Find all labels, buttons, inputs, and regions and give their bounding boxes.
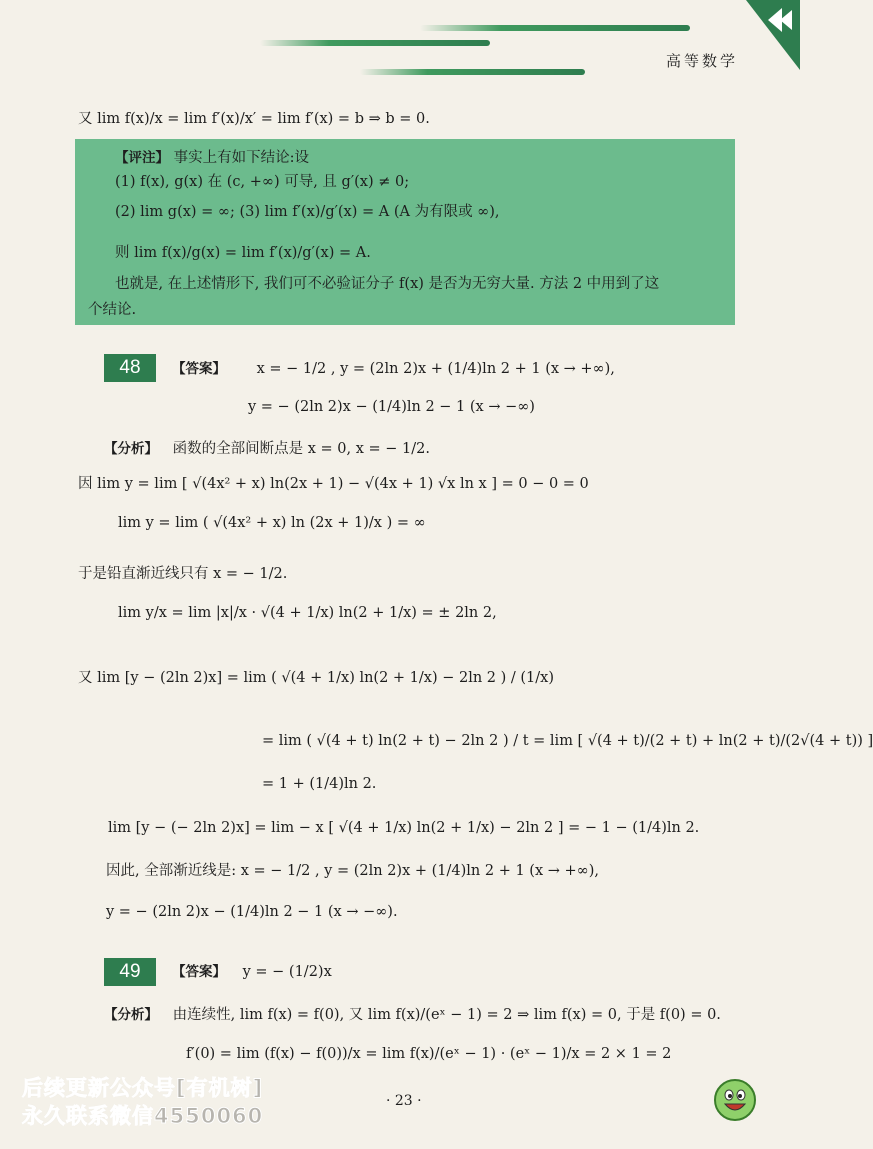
answer-line — [172, 964, 332, 981]
answer-line: y = − (2ln 2)x − (1/4)ln 2 − 1 (x → −∞) — [248, 399, 535, 415]
formula-line: f′(0) = lim (f(x) − f(0))/x = lim f(x)/(eˣ − 1) · (eˣ − 1)/x = 2 × 1 = 2 — [186, 1046, 672, 1062]
answer-tag: 【答案】 — [172, 964, 226, 980]
formula-line: lim y = lim ( √(4x² + x) ln (2x + 1)/x ) = ∞ — [118, 515, 426, 531]
comment-line: 也就是, 在上述情形下, 我们可不必验证分子 f(x) 是否为无穷大量. 方法 2 中用到了这 — [115, 276, 660, 292]
formula-line: = lim ( √(4 + t) ln(2 + t) − 2ln 2 ) / t = lim [ √(4 + t)/(2 + t) + ln(2 + t)/(2√(4 + t)) ] — [262, 733, 873, 749]
comment-line: 个结论. — [88, 302, 137, 318]
comment-line: (1) f(x), g(x) 在 (c, +∞) 可导, 且 g′(x) ≠ 0; — [115, 174, 410, 190]
corner-arrow-icon — [738, 0, 800, 70]
comment-text: 事实上有如下结论:设 — [173, 150, 309, 166]
text-line: 于是铅直渐近线只有 x = − 1/2. — [78, 566, 288, 582]
smiley-icon — [713, 1078, 757, 1122]
question-number: 49 — [104, 958, 156, 986]
formula-line: 又 lim [y − (2ln 2)x] = lim ( √(4 + 1/x) ln(2 + 1/x) − 2ln 2 ) / (1/x) — [78, 670, 555, 686]
comment-line — [115, 150, 309, 167]
answer-text: x = − 1/2 , y = (2ln 2)x + (1/4)ln 2 + 1 (x → +∞), — [256, 361, 615, 377]
formula-line: 因 lim y = lim [ √(4x² + x) ln(2x + 1) − √(4x + 1) √x ln x ] = 0 − 0 = 0 — [78, 476, 589, 492]
formula-line: = 1 + (1/4)ln 2. — [262, 776, 377, 792]
analysis-text: 由连续性, lim f(x) = f(0), 又 lim f(x)/(eˣ − 1) = 2 ⇒ lim f(x) = 0, 于是 f(0) = 0. — [172, 1007, 721, 1023]
analysis-tag: 【分析】 — [104, 441, 158, 457]
analysis-line — [104, 1007, 721, 1024]
header-title: 高等数学 — [665, 52, 738, 70]
comment-line: (2) lim g(x) = ∞; (3) lim f′(x)/g′(x) = A (A 为有限或 ∞), — [115, 204, 500, 220]
header-deco-line — [360, 69, 585, 75]
comment-line: 则 lim f(x)/g(x) = lim f′(x)/g′(x) = A. — [115, 245, 371, 261]
watermark-line: 后续更新公众号[有机树] — [22, 1076, 264, 1100]
formula-line: lim y/x = lim |x|/x · √(4 + 1/x) ln(2 + 1/x) = ± 2ln 2, — [118, 605, 497, 621]
question-number: 48 — [104, 354, 156, 382]
formula-line: lim [y − (− 2ln 2)x] = lim − x [ √(4 + 1/x) ln(2 + 1/x) − 2ln 2 ] = − 1 − (1/4)ln 2. — [108, 820, 700, 836]
answer-text: y = − (1/2)x — [242, 964, 332, 980]
header-deco-line — [420, 25, 690, 31]
formula-line: y = − (2ln 2)x − (1/4)ln 2 − 1 (x → −∞). — [106, 904, 398, 920]
answer-line — [172, 361, 615, 378]
comment-box — [75, 139, 735, 325]
formula-line: 又 lim f(x)/x = lim f′(x)/x′ = lim f′(x) = b ⇒ b = 0. — [78, 111, 430, 127]
header-deco-line — [260, 40, 490, 46]
answer-tag: 【答案】 — [172, 361, 226, 377]
text-line: 因此, 全部渐近线是: x = − 1/2 , y = (2ln 2)x + (1/4)ln 2 + 1 (x → +∞), — [106, 863, 599, 879]
page-number: · 23 · — [386, 1093, 422, 1109]
comment-tag: 【评注】 — [115, 150, 169, 166]
watermark-line: 永久联系微信4550060 — [22, 1104, 264, 1128]
analysis-line — [104, 441, 430, 458]
analysis-text: 函数的全部间断点是 x = 0, x = − 1/2. — [172, 441, 430, 457]
analysis-tag: 【分析】 — [104, 1007, 158, 1023]
